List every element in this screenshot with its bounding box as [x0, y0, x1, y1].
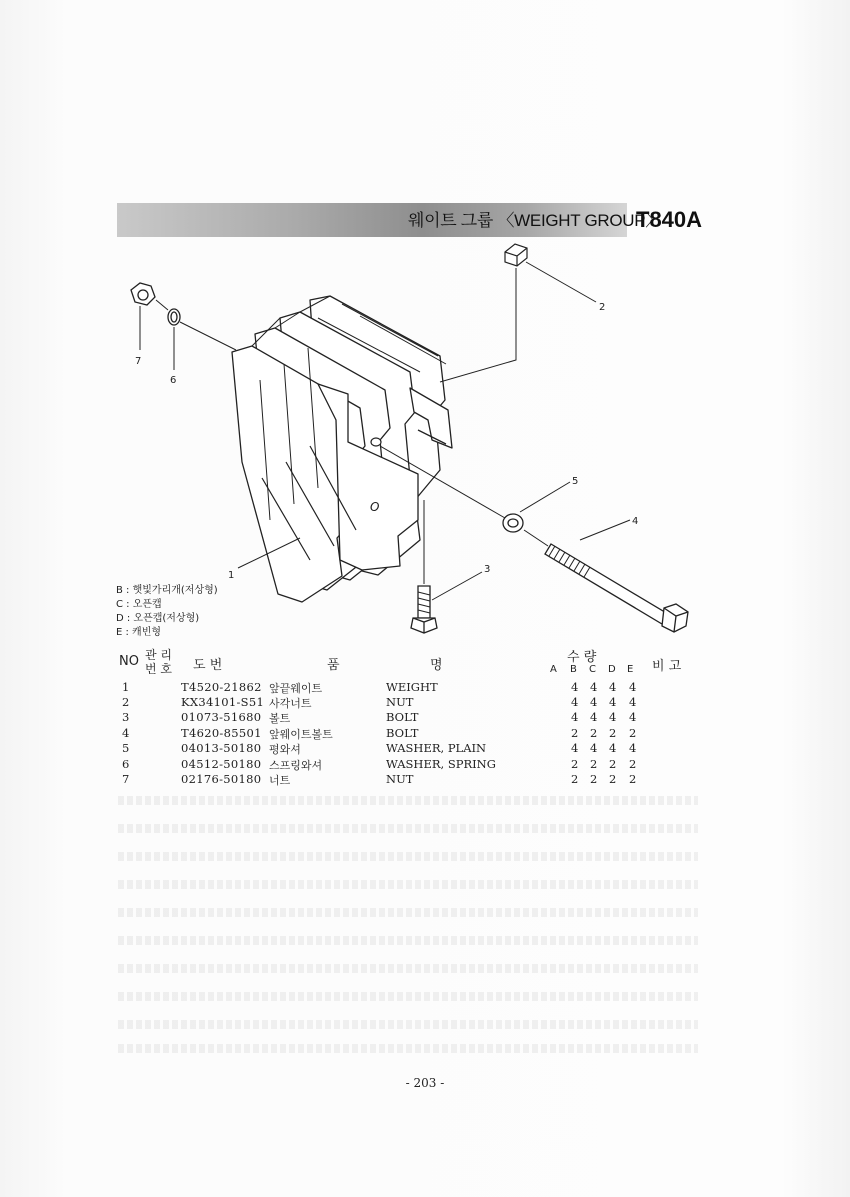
row-qty-c: 2: [590, 726, 598, 740]
row-qty-c: 4: [590, 710, 598, 724]
header-no: NO: [119, 654, 139, 669]
parts-row: [118, 680, 678, 695]
page-number: - 203 -: [405, 1076, 445, 1090]
row-qty-c: 4: [590, 695, 598, 709]
header-col-b: B: [570, 664, 577, 675]
legend-item: C : 오픈캡: [116, 599, 162, 610]
bleed-through-texture: [118, 796, 698, 805]
row-qty-d: 4: [609, 710, 617, 724]
parts-row: [118, 757, 678, 772]
header-col-e: E: [627, 664, 634, 675]
bleed-through-texture: [118, 852, 698, 861]
legend-item: E : 캐빈형: [116, 627, 162, 638]
row-qty-e: 4: [629, 680, 637, 694]
parts-row: [118, 726, 678, 741]
header-name-left: 품: [327, 658, 340, 673]
row-qty-e: 2: [629, 772, 637, 786]
header-col-c: C: [589, 664, 596, 675]
parts-row: [118, 772, 678, 787]
row-no: 7: [122, 772, 130, 786]
row-part-no: T4620-85501: [181, 726, 262, 740]
row-no: 5: [122, 741, 130, 755]
bleed-through-texture: [118, 824, 698, 833]
row-qty-c: 4: [590, 741, 598, 755]
header-quantity: 수 량: [567, 650, 597, 665]
short-bolt: [411, 586, 437, 633]
row-name-en: WEIGHT: [386, 680, 438, 694]
row-qty-d: 4: [609, 695, 617, 709]
row-qty-b: 4: [571, 710, 579, 724]
section-title: 웨이트 그룹 〈WEIGHT GROUP〉: [408, 211, 663, 230]
row-qty-b: 4: [571, 695, 579, 709]
parts-row: [118, 710, 678, 725]
row-qty-c: 4: [590, 680, 598, 694]
row-name-kr: 너트: [269, 774, 291, 787]
row-name-en: BOLT: [386, 710, 419, 724]
bleed-through-texture: [118, 1044, 698, 1053]
row-qty-d: 2: [609, 772, 617, 786]
row-part-no: 04013-50180: [181, 741, 262, 755]
row-qty-c: 2: [590, 757, 598, 771]
square-nut: [505, 244, 527, 266]
callout-5: 5: [572, 476, 579, 487]
row-qty-b: 2: [571, 757, 579, 771]
row-name-kr: 스프링와셔: [269, 759, 323, 772]
row-name-en: NUT: [386, 695, 414, 709]
row-qty-d: 4: [609, 741, 617, 755]
header-remarks: 비 고: [652, 659, 682, 674]
header-drawing-no: 도 번: [193, 658, 223, 673]
weight-bolt: [545, 544, 688, 632]
hex-nut: [131, 283, 155, 305]
header-col-d: D: [608, 664, 616, 675]
row-name-kr: 평와셔: [269, 743, 301, 756]
spring-washer: [168, 309, 180, 325]
row-qty-d: 2: [609, 726, 617, 740]
row-name-en: WASHER, SPRING: [386, 757, 496, 771]
row-part-no: T4520-21862: [181, 680, 262, 694]
callout-2: 2: [599, 302, 606, 313]
row-qty-b: 2: [571, 772, 579, 786]
legend-item: D : 오픈캡(저상형): [116, 613, 200, 624]
bleed-through-texture: [118, 992, 698, 1001]
header-mgmt-bottom: 번 호: [145, 662, 172, 676]
legend-item: B : 햇빛가리개(저상형): [116, 585, 218, 596]
row-no: 6: [122, 757, 130, 771]
callout-1: 1: [228, 570, 235, 581]
bleed-through-texture: [118, 936, 698, 945]
header-col-a: A: [550, 664, 557, 675]
row-name-en: BOLT: [386, 726, 419, 740]
variant-legend: [116, 584, 218, 640]
row-no: 1: [122, 680, 130, 694]
weight-mark: O: [370, 500, 380, 514]
callout-4: 4: [632, 516, 639, 527]
callout-6: 6: [170, 375, 177, 386]
parts-row: [118, 695, 678, 710]
bleed-through-texture: [118, 964, 698, 973]
row-qty-e: 2: [629, 757, 637, 771]
row-part-no: 02176-50180: [181, 772, 262, 786]
row-qty-e: 4: [629, 710, 637, 724]
leader-line: [440, 268, 516, 382]
bleed-through-texture: [118, 908, 698, 917]
row-qty-c: 2: [590, 772, 598, 786]
leader-line: [156, 300, 236, 350]
row-no: 2: [122, 695, 130, 709]
bleed-through-texture: [118, 880, 698, 889]
row-qty-b: 4: [571, 680, 579, 694]
row-part-no: KX34101-S51: [181, 695, 265, 709]
row-part-no: 01073-51680: [181, 710, 262, 724]
row-name-kr: 앞끝웨이트: [269, 682, 323, 695]
row-name-kr: 볼트: [269, 712, 291, 725]
plain-washer: [503, 514, 523, 532]
callout-7: 7: [135, 356, 142, 367]
row-part-no: 04512-50180: [181, 757, 262, 771]
row-qty-b: 4: [571, 741, 579, 755]
parts-row: [118, 741, 678, 756]
leader-line: [524, 530, 548, 546]
row-no: 4: [122, 726, 130, 740]
header-name-right: 명: [430, 658, 443, 673]
bleed-through-texture: [118, 1020, 698, 1029]
model-code: T840A: [636, 207, 703, 232]
row-name-kr: 앞웨이트볼트: [269, 728, 333, 741]
row-qty-e: 4: [629, 741, 637, 755]
row-qty-b: 2: [571, 726, 579, 740]
row-name-en: NUT: [386, 772, 414, 786]
row-name-kr: 사각너트: [269, 697, 312, 710]
row-no: 3: [122, 710, 130, 724]
callout-3: 3: [484, 564, 491, 575]
row-qty-e: 4: [629, 695, 637, 709]
row-name-en: WASHER, PLAIN: [386, 741, 487, 755]
row-qty-d: 2: [609, 757, 617, 771]
row-qty-e: 2: [629, 726, 637, 740]
row-qty-d: 4: [609, 680, 617, 694]
header-mgmt-top: 관 리: [145, 648, 172, 662]
bolt-hole: [371, 438, 381, 446]
